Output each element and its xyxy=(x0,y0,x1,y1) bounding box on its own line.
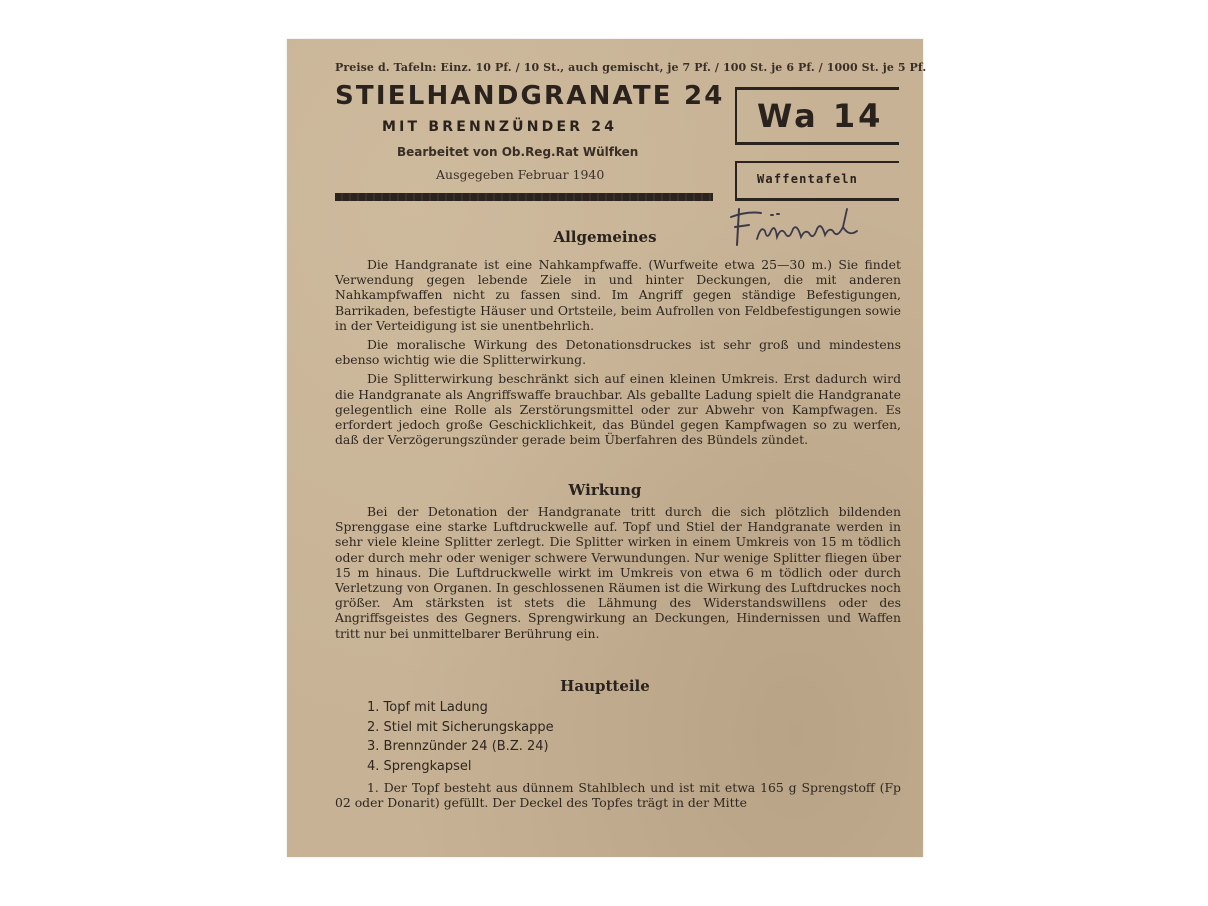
document-subtitle: MIT BRENNZÜNDER 24 xyxy=(382,119,618,135)
section-heading-wirkung: Wirkung xyxy=(568,481,642,499)
author-line: Bearbeitet von Ob.Reg.Rat Wülfken xyxy=(397,145,639,159)
section-body-allgemeines xyxy=(335,257,901,451)
parts-list xyxy=(367,698,727,776)
document-title: STIELHANDGRANATE 24 xyxy=(335,81,725,111)
paragraph: Die moralische Wirkung des Detonationsdruckes ist sehr groß und mindestens ebenso wichtig wie die Splitterwirkung. xyxy=(335,337,901,368)
section-heading-hauptteile: Hauptteile xyxy=(560,677,650,695)
document-code: Wa 14 xyxy=(757,97,884,135)
series-label: Waffentafeln xyxy=(757,172,859,186)
paragraph: Bei der Detonation der Handgranate tritt durch die sich plötzlich bildenden Sprenggase eine starke Luftdruckwelle auf. Topf und Stiel der Handgranate werden in sehr viele kleine Splitter zerlegt. Die Splitter wirken in einem Umkreis von 15 m tödlich oder durch mehr oder weniger schwere Verwundungen. Nur wenige Splitter fliegen über 15 m hinaus. Die Luftdruckwelle wirkt im Umkreis von etwa 6 m tödlich oder durch Verletzung von Organen. In geschlossenen Räumen ist die Wirkung des Luftdruckes noch größer. Am stärksten ist stets die Lähmung des Widerstandswillens oder des Angriffsgeistes des Gegners. Sprengwirkung an Deckungen, Hindernissen und Waffen tritt nur bei unmittelbarer Berührung ein. xyxy=(335,504,901,641)
paragraph: Die Handgranate ist eine Nahkampfwaffe. (Wurfweite etwa 25—30 m.) Sie findet Verwendung gegen lebende Ziele in und hinter Deckungen, die mit anderen Nahkampfwaffen nicht zu fassen sind. Im Angriff gegen ständige Befestigungen, Barrikaden, befestigte Häuser und Ortsteile, beim Aufrollen von Feldbefestigungen sowie in der Verteidigung ist sie unentbehrlich. xyxy=(335,257,901,333)
list-item: 4. Sprengkapsel xyxy=(367,758,472,774)
price-line: Preise d. Tafeln: Einz. 10 Pf. / 10 St., auch gemischt, je 7 Pf. / 100 St. je 6 Pf. / 1000 St. je 5 Pf. xyxy=(335,61,927,74)
section-heading-allgemeines: Allgemeines xyxy=(553,228,657,246)
document-page xyxy=(287,39,927,857)
section-body-wirkung xyxy=(335,504,901,645)
list-item: 1. Topf mit Ladung xyxy=(367,700,488,715)
header-rule xyxy=(335,193,713,201)
paragraph: Die Splitterwirkung beschränkt sich auf einen kleinen Umkreis. Erst dadurch wird die Handgranate als Angriffswaffe brauchbar. Als geballte Ladung spielt die Handgranate gelegentlich eine Rolle als Zerstörungsmittel oder zur Abwehr von Kampfwagen. Es erfordert jedoch große Geschicklichkeit, das Bündel gegen Kampfwagen so zu werfen, daß der Verzögerungszünder gerade beim Überfahren des Bündels zündet. xyxy=(335,371,901,448)
section-body-hauptteile xyxy=(335,780,901,810)
paragraph: 1. Der Topf besteht aus dünnem Stahlblech und ist mit etwa 165 g Sprengstoff (Fp 02 oder Donarit) gefüllt. Der Deckel des Topfes trägt in der Mitte xyxy=(335,780,901,811)
list-item: 2. Stiel mit Sicherungskappe xyxy=(367,719,554,735)
issue-date: Ausgegeben Februar 1940 xyxy=(436,167,605,182)
list-item: 3. Brennzünder 24 (B.Z. 24) xyxy=(367,739,549,754)
